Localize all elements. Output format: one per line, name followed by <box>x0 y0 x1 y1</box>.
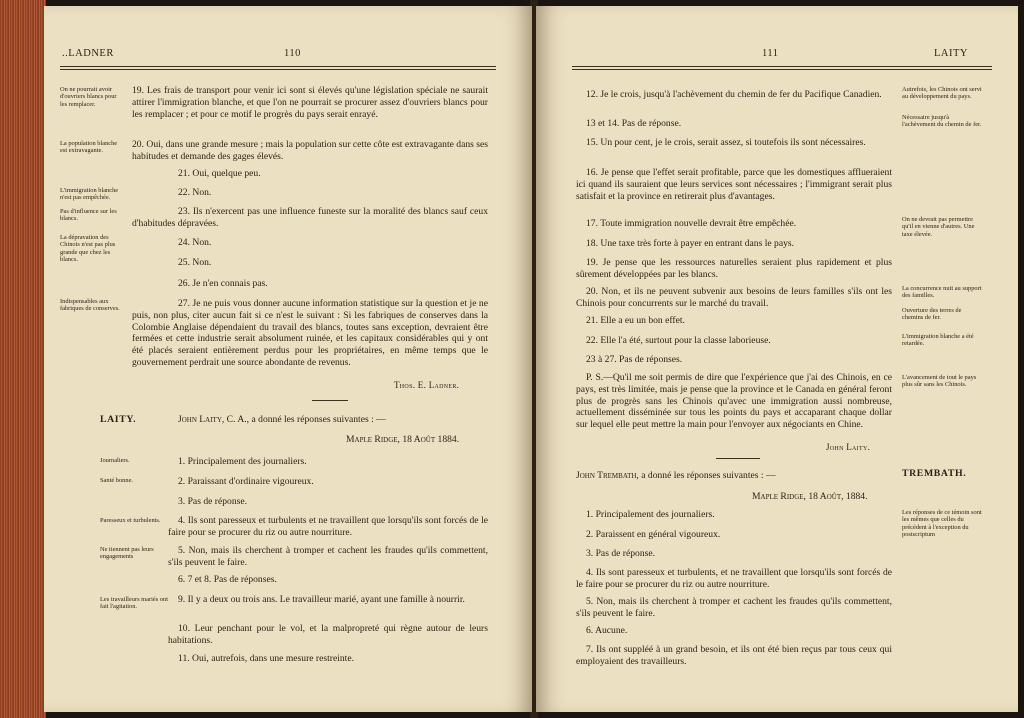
margin-note: On ne pourrait avoir d'ouvriers blancs pour les remplacer. <box>60 86 117 108</box>
paragraph: 16. Je pense que l'effet serait profitable, parce que les domestiques afflueraient ici quand ils sauraient que leurs services sont nécessaires ; l'immigrant serait plus satisfait et la province en retirerait plus d'avantages. <box>576 167 892 202</box>
right-running-head: LAITY <box>934 48 968 59</box>
paragraph: 22. Non. <box>178 187 212 198</box>
paragraph: 23 à 27. Pas de réponses. <box>586 354 683 365</box>
separator-rule <box>312 400 348 401</box>
paragraph: 18. Une taxe très forte à payer en entrant dans le pays. <box>586 238 795 249</box>
margin-note: L'immigration blanche n'est pas empêchée. <box>60 187 119 202</box>
paragraph: 2. Paraissant d'ordinaire vigoureux. <box>178 476 314 487</box>
paragraph: 20. Oui, dans une grande mesure ; mais la population sur cette côte est extravagante dans ses habitudes et demande des gages élevés. <box>132 139 488 162</box>
paragraph: 6. 7 et 8. Pas de réponses. <box>178 574 277 585</box>
paragraph: P. S.—Qu'il me soit permis de dire que l'expérience que j'ai des Chinois, en ce pays, est très limitée, mais je pense que la province et le Canada en général feront plus de progrès sans les Chinois qu'avec une immigration aussi nombreuse, actuellement disséminée sur tous les points du pays et accaparant chaque dollar sur lequel elle peut mettre la main pour l'envoyer aux négociants en Chine. <box>576 372 892 431</box>
paragraph: 1. Principalement des journaliers. <box>178 456 307 467</box>
witness-name-heading: TREMBATH. <box>902 468 967 479</box>
margin-note: L'immigration blanche a été retardée. <box>902 333 974 348</box>
margin-note: Indispensables aux fabriques de conserves. <box>60 298 120 313</box>
paragraph: 9. Il y a deux ou trois ans. Le travailleur marié, ayant une famille à nourrir. <box>178 594 465 605</box>
margin-note: Les travailleurs mariés ont fait l'agitation. <box>100 596 168 611</box>
header-rule <box>572 66 992 67</box>
margin-note: La population blanche est extravagante. <box>60 140 118 155</box>
paragraph: 24. Non. <box>178 237 212 248</box>
signature: Thos. E. Ladner. <box>394 380 460 390</box>
witness-name-heading: LAITY. <box>100 414 137 425</box>
margin-note: On ne devrait pas permettre qu'il en vienne d'autres. Une taxe élevée. <box>902 216 975 238</box>
right-page-number: 111 <box>762 48 779 59</box>
paragraph: 6. Aucune. <box>586 625 628 636</box>
paragraph: 21. Oui, quelque peu. <box>178 168 261 179</box>
header-rule <box>60 66 496 67</box>
paragraph: 23. Ils n'exercent pas une influence funeste sur la moralité des blancs sauf ceux d'habitudes dépravées. <box>132 206 488 229</box>
margin-note: La concurrence nuit au support des familles. <box>902 285 982 300</box>
paragraph: 7. Ils ont suppléé à un grand besoin, et ils ont été bien reçus par tous ceux qui employaient des travailleurs. <box>576 644 892 667</box>
margin-note: Journaliers. <box>100 457 130 464</box>
header-rule <box>572 69 992 70</box>
header-rule <box>60 69 496 70</box>
book-page-edges <box>0 0 46 718</box>
paragraph: 2. Paraissent en général vigoureux. <box>586 529 721 540</box>
margin-note: Ouverture des terres de chemins de fer. <box>902 307 962 322</box>
paragraph: 12. Je le crois, jusqu'à l'achèvement du chemin de fer du Pacifique Canadien. <box>586 89 882 100</box>
paragraph: 21. Elle a eu un bon effet. <box>586 315 685 326</box>
signature: John Laity. <box>826 442 871 452</box>
paragraph: 19. Les frais de transport pour venir ici sont si élevés qu'une législation spéciale ne saurait attirer l'immigration blanche, et que l'on ne pourrait se procurer assez d'ouvriers blancs pour les remplacer ; et pour ce motif le progrès du pays serait enrayé. <box>132 85 488 120</box>
paragraph: 11. Oui, autrefois, dans une mesure restreinte. <box>178 653 355 664</box>
margin-note: La dépravation des Chinois n'est pas plus grande que chez les blancs. <box>60 234 116 264</box>
paragraph: 5. Non, mais ils cherchent à tromper et cachent les fraudes qu'ils commettent, s'ils peuvent le faire. <box>576 596 892 619</box>
paragraph: 19. Je pense que les ressources naturelles seraient plus rapidement et plus sûrement développées par les blancs. <box>576 257 892 280</box>
margin-note: Pas d'influence sur les blancs. <box>60 208 117 223</box>
paragraph: 4. Ils sont paresseux et turbulents et ne travaillent que lorsqu'ils sont forcés de le faire pour se procurer du riz ou autre nourriture. <box>168 515 488 538</box>
paragraph: 5. Non, mais ils cherchent à tromper et cachent les fraudes qu'ils commettent, s'ils peuvent le faire. <box>168 545 488 568</box>
witness-intro: John Laity, C. A., a donné les réponses suivantes : — <box>178 414 386 425</box>
left-running-head: ..LADNER <box>62 48 114 59</box>
margin-note: Les réponses de ce témoin sont les mêmes que celles du précédent à l'exception du postscriptum <box>902 509 982 539</box>
paragraph: 25. Non. <box>178 257 212 268</box>
left-page-number: 110 <box>284 48 301 59</box>
margin-note: Nécessaire jusqu'à l'achèvement du chemin de fer. <box>902 114 982 129</box>
margin-note: L'avancement de tout le pays plus sûr sans les Chinois. <box>902 374 977 389</box>
paragraph: 22. Elle l'a été, surtout pour la classe laborieuse. <box>586 335 771 346</box>
paragraph: 26. Je n'en connais pas. <box>178 278 268 289</box>
margin-note: Paresseux et turbulents. <box>100 517 161 524</box>
paragraph: 4. Ils sont paresseux et turbulents, et ne travaillent que lorsqu'ils sont forcés de le faire pour se procurer du riz ou autre nourriture. <box>576 567 892 590</box>
paragraph: 20. Non, et ils ne peuvent subvenir aux besoins de leurs familles s'ils ont les Chinois pour concurrents sur le marché du travail. <box>576 286 892 309</box>
paragraph: 27. Je ne puis vous donner aucune information statistique sur la question et je ne puis, non plus, citer aucun fait si ce n'est le suivant : Si les fabriques de conserves dans la Colombie Anglaise dépendaient du travail des blancs, toutes sans exception, devraient être fermées et cette industrie serait absolument ruinée, et les capitaux considérables qui y ont été placés seraient entièrement perdus pour les propriétaires, en même temps que le gouvernement perdrait une source abondante de revenus. <box>132 298 488 368</box>
paragraph: 3. Pas de réponse. <box>178 496 248 507</box>
witness-intro: John Trembath, a donné les réponses suivantes : — <box>576 470 776 481</box>
margin-note: Santé bonne. <box>100 477 134 484</box>
paragraph: 17. Toute immigration nouvelle devrait être empêchée. <box>586 218 797 229</box>
right-page <box>536 6 1018 712</box>
margin-note: Ne tiennent pas leurs engagements <box>100 546 154 561</box>
left-page <box>44 6 532 712</box>
paragraph: 10. Leur penchant pour le vol, et la malpropreté qui règne autour de leurs habitations. <box>168 623 488 646</box>
place-date: Maple Ridge, 18 Août 1884. <box>346 434 460 445</box>
separator-rule <box>716 458 760 459</box>
paragraph: 3. Pas de réponse. <box>586 548 656 559</box>
paragraph: 13 et 14. Pas de réponse. <box>586 118 682 129</box>
paragraph: 15. Un pour cent, je le crois, serait assez, si toutefois ils sont nécessaires. <box>586 137 866 148</box>
paragraph: 1. Principalement des journaliers. <box>586 509 715 520</box>
margin-note: Autrefois, les Chinois ont servi au développement du pays. <box>902 86 982 101</box>
place-date: Maple Ridge, 18 Août, 1884. <box>752 491 868 502</box>
